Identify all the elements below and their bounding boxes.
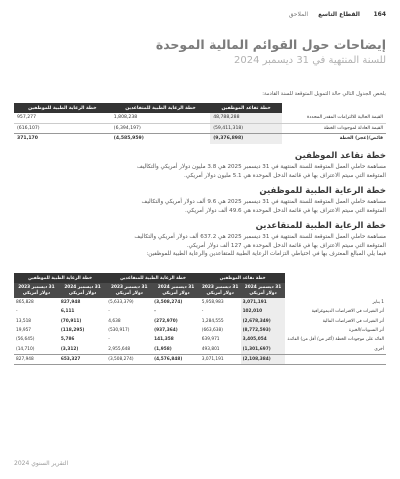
table-cell: - xyxy=(108,309,110,315)
table-cell: (8,772,593) xyxy=(241,326,286,335)
table-row xyxy=(14,298,386,307)
column-header: 31 ديسمبر 2024 دولار أمريكي xyxy=(152,283,200,298)
table-cell: (616,107) xyxy=(17,125,40,131)
text-line: المتوقعة التي سيتم الاعتراف بها في قائمة الدخل الموحدة هي 49.6 ألف دولار أمريكي. xyxy=(184,207,386,214)
section-heading-employee-medical: خطة الرعاية الطبية للموظفين xyxy=(259,186,386,196)
text-line: المتوقعة التي سيتم الاعتراف بها في قائمة الدخل الموحدة هي 127 ألف دولار أمريكي. xyxy=(186,242,386,249)
table-row xyxy=(14,335,386,344)
column-header: 31 ديسمبر 2024 دولار أمريكي xyxy=(59,283,106,298)
row-label: 1 يناير xyxy=(372,300,384,306)
table-cell: 5,786 xyxy=(60,337,75,343)
table-cell: 3,071,191 xyxy=(200,354,241,364)
table-total-row xyxy=(14,134,386,144)
column-header: خطة الرعاية الطبية للمتقاعدين xyxy=(111,103,210,113)
table-cell: 639,971 xyxy=(201,337,220,343)
table-cell: (2,108,384) xyxy=(241,354,286,364)
table-cell: - xyxy=(201,309,204,315)
header-blank-cell xyxy=(285,273,386,283)
row-label xyxy=(285,354,386,364)
text-line: فيما يلي المبالغ المعترف بها في احتياطي التزامات الرعاية الطبية للمتقاعدين والرعاية الطبية للموظفين: xyxy=(146,251,386,258)
header-blank-cell xyxy=(282,103,386,113)
column-header: 31 ديسمبر 2023 دولار أمريكي xyxy=(106,283,152,298)
table-total-row xyxy=(14,354,386,364)
table-cell: 3,071,191 xyxy=(241,298,286,307)
column-header: 31 ديسمبر 2023 دولار أمريكي xyxy=(14,283,59,298)
row-label: أثر التغيرات في الافتراضات الديموغرافية xyxy=(311,309,384,315)
table-cell: (530,917) xyxy=(108,328,130,334)
section-text-employee-medical xyxy=(142,198,386,215)
table-cell: (3,312) xyxy=(60,346,79,352)
table-cell: (5,633,379) xyxy=(108,300,134,306)
table-cell: 957,277 xyxy=(14,113,111,123)
table-cell: (1,958) xyxy=(154,346,172,352)
table-cell: (56,645) xyxy=(16,337,35,343)
row-label: أخرى xyxy=(374,346,384,352)
table-cell: 13,518 xyxy=(16,318,32,324)
table-cell: (9,376,898) xyxy=(210,134,282,144)
page-header xyxy=(0,11,400,23)
table-cell: 19,957 xyxy=(16,328,32,334)
table-cell: 371,170 xyxy=(14,134,111,144)
page-number: 164 xyxy=(373,11,386,18)
table-cell: (4,585,959) xyxy=(111,134,210,144)
row-label: أثر التسويات/الخبرة xyxy=(348,328,384,334)
row-label: العائد على موجودات الخطة (أكثر من/ أقل من) الفائدة xyxy=(287,337,384,343)
table-cell: (70,911) xyxy=(60,318,82,324)
column-header: 31 ديسمبر 2024 دولار أمريكي xyxy=(241,283,286,298)
table-cell: 6,111 xyxy=(60,309,75,315)
row-label: أثر التغيرات في الافتراضات المالية xyxy=(322,318,384,324)
table-cell: (1,301,697) xyxy=(241,344,286,354)
section-text-pension xyxy=(137,163,386,180)
table-cell: (14,710) xyxy=(16,346,35,352)
table-cell: (6,394,197) xyxy=(113,125,141,131)
page-subtitle: للسنة المنتهية في 31 ديسمبر 2024 xyxy=(234,55,386,66)
column-header: خطة الرعاية الطبية للموظفين xyxy=(14,103,111,113)
table-cell: 48,788,288 xyxy=(210,113,282,123)
header-blank-cell xyxy=(285,283,386,298)
table-cell: 2,955,648 xyxy=(108,346,131,352)
table-cell: 102,010 xyxy=(241,307,286,316)
table-cell: 653,327 xyxy=(59,354,106,364)
intro-text: يلخص الجدول التالي حالة التمويل المتوقعة للسنة القادمة: xyxy=(262,91,386,97)
column-header: خطة تقاعد الموظفين xyxy=(210,103,282,113)
table-row xyxy=(14,326,386,335)
table-cell: (663,638) xyxy=(201,328,223,334)
table-row xyxy=(14,123,386,134)
section-text-retiree-medical xyxy=(134,233,386,259)
group-header-row xyxy=(14,273,386,283)
table-row xyxy=(14,344,386,354)
table-row xyxy=(14,317,386,326)
table-cell: 5,958,983 xyxy=(201,300,224,306)
funding-status-table xyxy=(14,103,386,144)
group-header: خطة الرعاية الطبية للمتقاعدين xyxy=(106,273,200,283)
table-cell: 827,948 xyxy=(60,300,81,306)
group-header: خطة تقاعد الموظفين xyxy=(200,273,286,283)
table-cell: (59,411,318) xyxy=(210,123,282,134)
table-cell: 4,638 xyxy=(108,318,121,324)
table-cell: - xyxy=(154,309,156,315)
table-cell: - xyxy=(108,337,110,343)
reserve-movement-table xyxy=(14,273,386,365)
row-label: القيمة الحالية للالتزامات المقدر المحددة xyxy=(282,113,386,123)
table-row xyxy=(14,307,386,316)
page-footer: التقرير السنوي 2024 xyxy=(14,460,69,467)
table-cell: 865,828 xyxy=(16,300,34,306)
table-cell: - xyxy=(16,309,18,315)
text-line: مساهمة حاملي العمل المتوقعة للسنة المنتهية في 31 ديسمبر 2025 هي 9.6 ألف دولار أمريكي والتكاليف xyxy=(141,199,386,205)
text-line: المتوقعة التي سيتم الاعتراف بها في قائمة الدخل الموحدة هي 5.1 مليون دولار أمريكي. xyxy=(184,172,386,179)
table-cell: 1,808,238 xyxy=(111,113,210,123)
table-cell: (272,970) xyxy=(154,318,178,324)
table-cell: (2,678,349) xyxy=(241,317,286,326)
table-cell: (4,576,848) xyxy=(152,354,200,364)
table-cell: (3,508,274) xyxy=(106,354,152,364)
text-line: مساهمة حاملي العمل المتوقعة للسنة المنتهية في 31 ديسمبر 2025 هي 3.8 مليون دولار أمريكي والتكاليف xyxy=(137,164,386,170)
header-section[interactable]: القطاع التاسع xyxy=(318,11,360,18)
table-header-row xyxy=(14,103,386,113)
column-header: 31 ديسمبر 2023 دولار أمريكي xyxy=(200,283,241,298)
section-heading-retiree-medical: خطة الرعاية الطبية للمتقاعدين xyxy=(255,221,386,231)
header-subsection[interactable]: الملاحق xyxy=(288,11,308,18)
table-cell: (118,295) xyxy=(60,328,85,334)
row-label: القيمة العادلة لموجودات الخطة xyxy=(323,125,383,131)
table-cell: (937,364) xyxy=(154,328,178,334)
text-line: مساهمة حاملي العمل المتوقعة للسنة المنتهية في 31 ديسمبر 2025 هي 637.2 ألف دولار أمريكي والتكاليف xyxy=(134,234,386,240)
section-heading-pension: خطة تقاعد الموظفين xyxy=(294,151,386,161)
page-title: إيضاحات حول القوائم المالية الموحدة xyxy=(155,37,386,52)
group-header: خطة الرعاية الطبية للموظفين xyxy=(14,273,106,283)
column-header-row xyxy=(14,283,386,298)
table-row xyxy=(14,113,386,123)
table-cell: (3,508,274) xyxy=(154,300,183,306)
table-cell: 141,358 xyxy=(154,337,174,343)
table-cell: 493,801 xyxy=(201,346,220,352)
table-cell: 3,405,054 xyxy=(241,335,286,344)
row-label: فائض/(عجز) الخطة xyxy=(282,134,386,144)
table-cell: 1,284,555 xyxy=(201,318,224,324)
table-cell: 827,948 xyxy=(14,354,59,364)
